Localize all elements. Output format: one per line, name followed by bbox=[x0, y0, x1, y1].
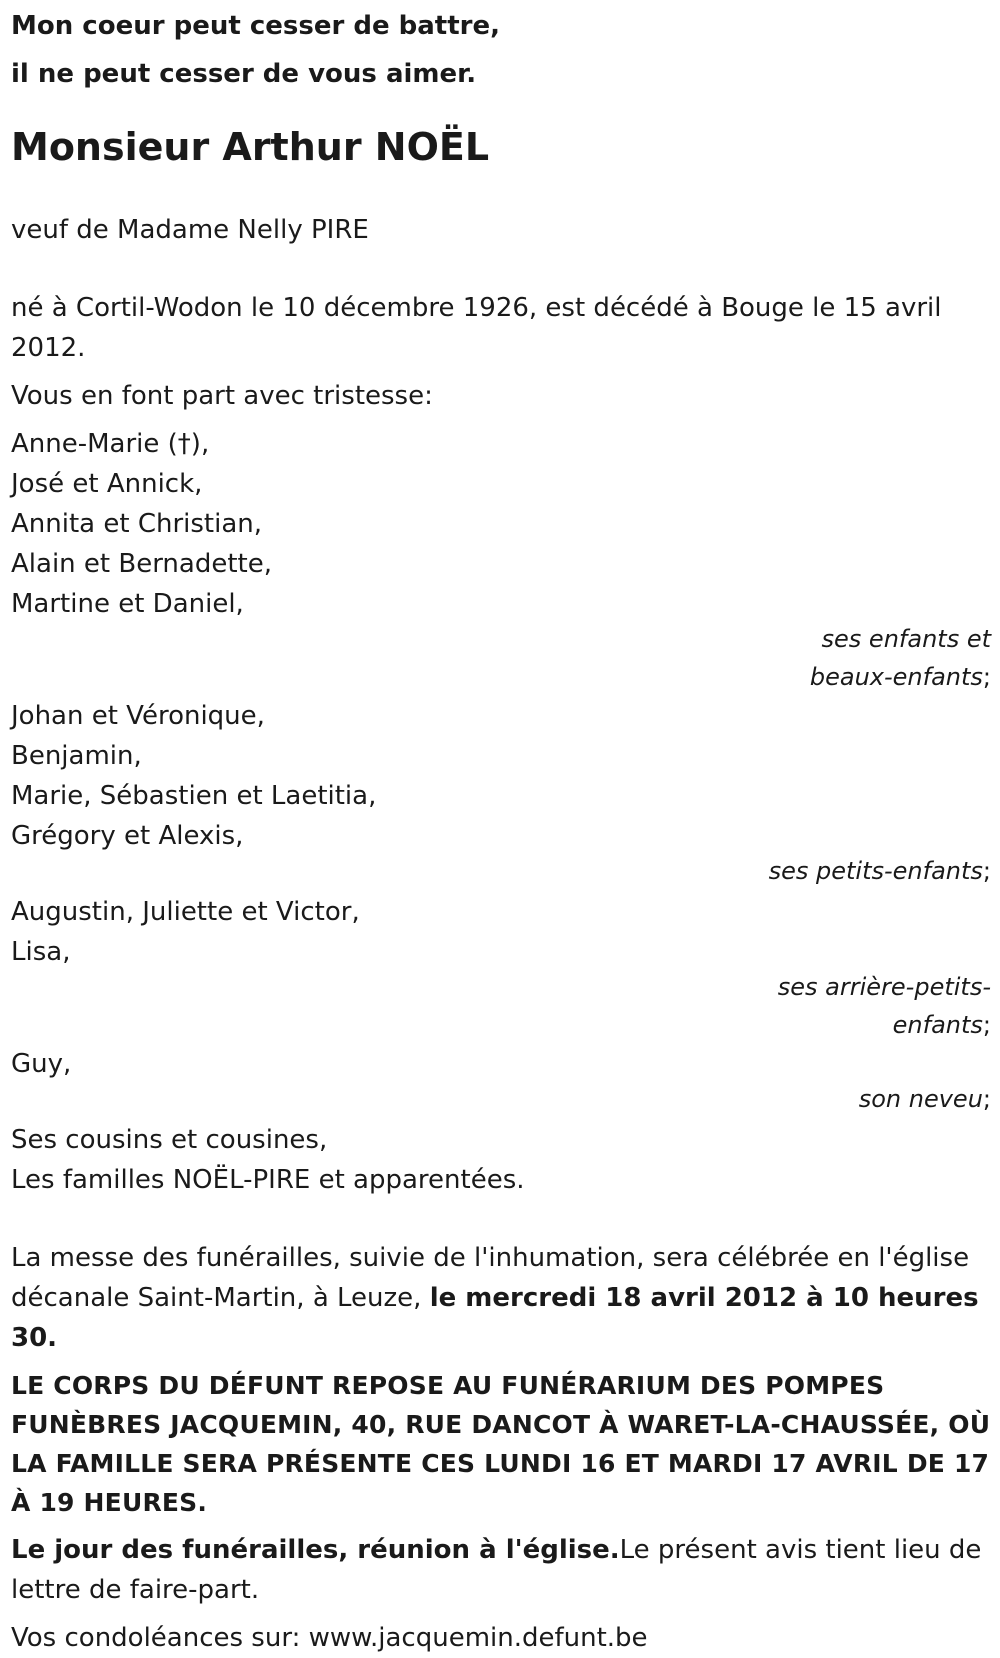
relation-punct: ; bbox=[982, 1085, 991, 1113]
condolences-link[interactable]: Vos condoléances sur: www.jacquemin.defunt.be bbox=[11, 1623, 648, 1653]
relation-label bbox=[11, 968, 991, 1044]
relation-punct: ; bbox=[982, 1011, 991, 1039]
family-member: Benjamin, bbox=[11, 741, 142, 771]
children-group bbox=[11, 424, 991, 696]
epitaph-line-2: il ne peut cesser de vous aimer. bbox=[11, 59, 477, 89]
family-member: Guy, bbox=[11, 1049, 72, 1079]
deceased-name: Monsieur Arthur NOËL bbox=[11, 125, 490, 169]
relation-text: ses petits-enfants bbox=[768, 857, 983, 885]
relation-label bbox=[11, 620, 991, 696]
great-grandchildren-group bbox=[11, 892, 991, 1044]
grandchildren-group bbox=[11, 696, 991, 890]
family-member: José et Annick, bbox=[11, 469, 203, 499]
family-member: Johan et Véronique, bbox=[11, 701, 265, 731]
relation-punct: ; bbox=[982, 857, 991, 885]
family-member: Martine et Daniel, bbox=[11, 589, 244, 619]
funeral-date: le mercredi 18 avril 2012 à 10 heures 30. bbox=[11, 1283, 979, 1353]
relation-text: ses arrière-petits-enfants bbox=[777, 973, 991, 1039]
family-member: Marie, Sébastien et Laetitia, bbox=[11, 781, 377, 811]
epitaph-line-1: Mon coeur peut cesser de battre, bbox=[11, 11, 500, 41]
announcement: Vous en font part avec tristesse: bbox=[11, 381, 433, 411]
obituary-notice bbox=[11, 0, 991, 1658]
relation-punct: ; bbox=[982, 663, 991, 691]
family-member: Anne-Marie (†), bbox=[11, 429, 210, 459]
other-relatives bbox=[11, 1120, 991, 1200]
funeral-details bbox=[11, 1238, 991, 1358]
nephew-group bbox=[11, 1044, 991, 1118]
viewing-details: LE CORPS DU DÉFUNT REPOSE AU FUNÉRARIUM DES POMPES FUNÈBRES JACQUEMIN, 40, RUE DANCOT À WARET-LA-CHAUSSÉE, OÙ LA FAMILLE SERA PRÉSENTE CES LUNDI 16 ET MARDI 17 AVRIL DE 17 À 19 HEURES. bbox=[11, 1371, 991, 1517]
family-member: Grégory et Alexis, bbox=[11, 821, 244, 851]
gathering-details bbox=[11, 1530, 991, 1610]
gathering-bold: Le jour des funérailles, réunion à l'église. bbox=[11, 1535, 620, 1565]
gathering-text: Le présent avis tient lieu de lettre de faire-part. bbox=[11, 1535, 982, 1605]
widow-of: veuf de Madame Nelly PIRE bbox=[11, 215, 369, 245]
relation-label bbox=[11, 852, 991, 890]
family-member: Ses cousins et cousines, bbox=[11, 1125, 328, 1155]
relation-text: son neveu bbox=[858, 1085, 983, 1113]
relation-text: ses enfants et beaux-enfants bbox=[809, 625, 991, 691]
family-member: Annita et Christian, bbox=[11, 509, 262, 539]
family-member: Augustin, Juliette et Victor, bbox=[11, 897, 360, 927]
family-member: Lisa, bbox=[11, 937, 71, 967]
birth-death: né à Cortil-Wodon le 10 décembre 1926, est décédé à Bouge le 15 avril 2012. bbox=[11, 293, 942, 363]
funeral-text: La messe des funérailles, suivie de l'inhumation, sera célébrée en l'église décanale Saint-Martin, à Leuze, bbox=[11, 1243, 970, 1313]
family-member: Les familles NOËL-PIRE et apparentées. bbox=[11, 1165, 525, 1195]
family-member: Alain et Bernadette, bbox=[11, 549, 272, 579]
relation-label bbox=[11, 1080, 991, 1118]
